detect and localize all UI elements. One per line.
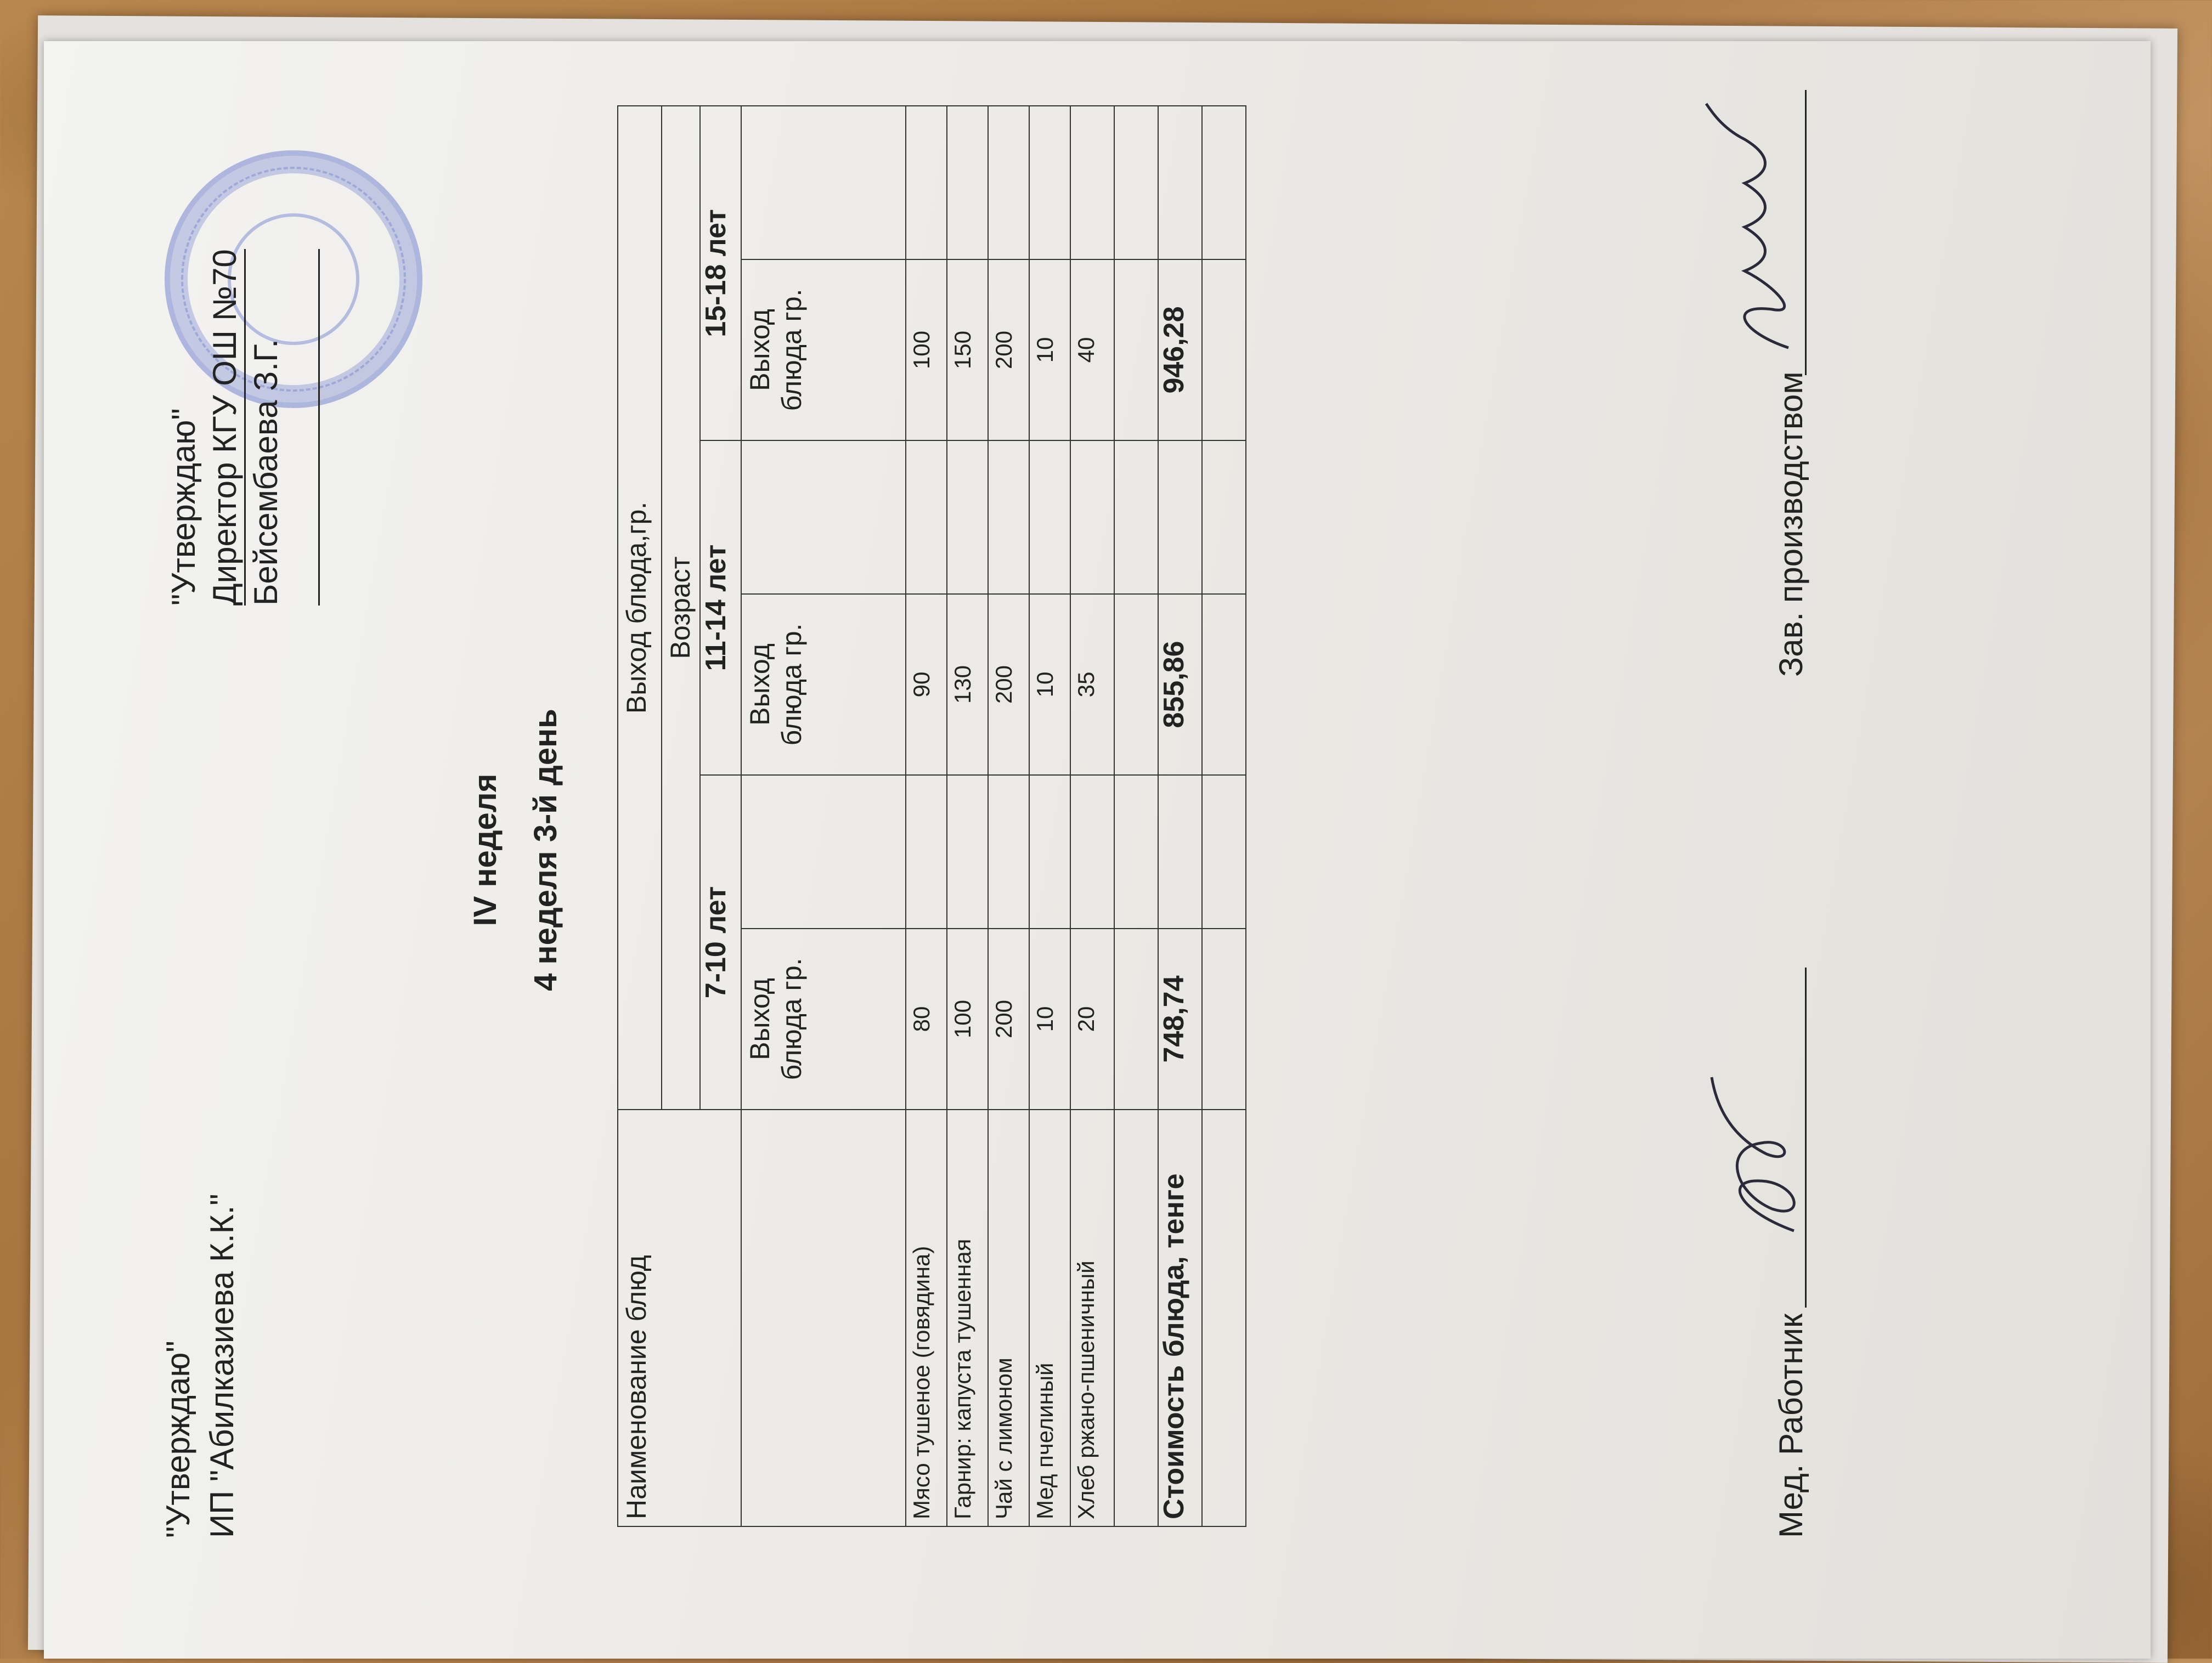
document-content (44, 41, 2151, 1659)
cell-blank (1070, 440, 1114, 594)
dish-value: 10 (1029, 594, 1070, 775)
cell-blank (1029, 775, 1070, 929)
approval-right-line1: "Утверждаю" (165, 408, 202, 606)
cell-blank (947, 106, 988, 259)
signature-scribble-med (1701, 1061, 1821, 1242)
stamp-center (228, 213, 359, 345)
subheader-output-7-10: Выход блюда гр. (741, 929, 906, 1110)
header-dish-name: Наименование блюд (618, 1110, 741, 1526)
approval-right-line2: Директор КГУ ОШ №70 (206, 249, 246, 606)
dish-value: 40 (1070, 259, 1114, 440)
cell-blank (1070, 775, 1114, 929)
header-age-7-10: 7-10 лет (700, 775, 741, 1110)
total-value-11-14: 855,86 (1158, 594, 1202, 775)
menu-table (617, 105, 1246, 1527)
day-title: 4 неделя 3-й день (528, 709, 563, 991)
approval-left-line2: ИП "Абилказиева К.К." (204, 1193, 240, 1538)
table-row (988, 106, 1029, 1526)
dish-name: Мед пчелиный (1029, 1110, 1070, 1526)
total-label: Стоимость блюда, тенге (1158, 1110, 1202, 1526)
subheader-output-11-14: Выход блюда гр. (741, 594, 906, 775)
cell-blank (947, 440, 988, 594)
cell-blank (1029, 106, 1070, 259)
cell-blank (1158, 775, 1202, 929)
cell-blank (988, 440, 1029, 594)
dish-value: 10 (1029, 259, 1070, 440)
dish-value: 35 (1070, 594, 1114, 775)
dish-name: Гарнир: капуста тушенная (947, 1110, 988, 1526)
subheader-blank (741, 775, 906, 929)
dish-value: 90 (906, 594, 947, 775)
dish-value: 80 (906, 929, 947, 1110)
subheader-blank (741, 106, 906, 259)
cell-blank (988, 106, 1029, 259)
table-row-empty (1202, 106, 1246, 1526)
signature-scribble-production (1690, 101, 1821, 353)
approval-right-line3: Бейсембаева З.Г. (247, 339, 284, 606)
table-row (947, 106, 988, 1526)
signature-label-med: Мед. Работник (1773, 1313, 1809, 1538)
cell-blank (906, 106, 947, 259)
dish-value: 100 (947, 929, 988, 1110)
approval-left-line1: "Утверждаю" (160, 1340, 196, 1538)
header-age-15-18: 15-18 лет (700, 106, 741, 440)
table-row-total (1158, 106, 1202, 1526)
cell-blank (1158, 440, 1202, 594)
header-output: Выход блюда,гр. (618, 106, 662, 1110)
dish-value: 20 (1070, 929, 1114, 1110)
subheader-output-15-18: Выход блюда гр. (741, 259, 906, 440)
dish-name: Чай с лимоном (988, 1110, 1029, 1526)
dish-value: 200 (988, 929, 1029, 1110)
dish-value: 150 (947, 259, 988, 440)
approval-right-signature-line (318, 249, 320, 606)
table-row (906, 106, 947, 1526)
dish-name: Мясо тушеное (говядина) (906, 1110, 947, 1526)
cell-blank (1158, 106, 1202, 259)
document-page (44, 41, 2151, 1659)
dish-value: 200 (988, 259, 1029, 440)
table-row (1029, 106, 1070, 1526)
dish-value: 100 (906, 259, 947, 440)
total-value-15-18: 946,28 (1158, 259, 1202, 440)
dish-value: 200 (988, 594, 1029, 775)
subheader-blank (741, 440, 906, 594)
header-age-11-14: 11-14 лет (700, 440, 741, 775)
week-title: IV неделя (467, 773, 503, 926)
table-row-empty (1114, 106, 1158, 1526)
cell-blank (988, 775, 1029, 929)
cell-blank (947, 775, 988, 929)
header-age: Возраст (662, 106, 700, 1110)
cell-blank (906, 440, 947, 594)
cell-blank (1029, 440, 1070, 594)
total-value-7-10: 748,74 (1158, 929, 1202, 1110)
cell-blank (906, 775, 947, 929)
dish-value: 130 (947, 594, 988, 775)
dish-name: Хлеб ржано-пшеничный (1070, 1110, 1114, 1526)
cell-blank (1070, 106, 1114, 259)
signature-label-production: Зав. производством (1773, 371, 1809, 677)
table-row (1070, 106, 1114, 1526)
subheader-empty (741, 1110, 906, 1526)
dish-value: 10 (1029, 929, 1070, 1110)
